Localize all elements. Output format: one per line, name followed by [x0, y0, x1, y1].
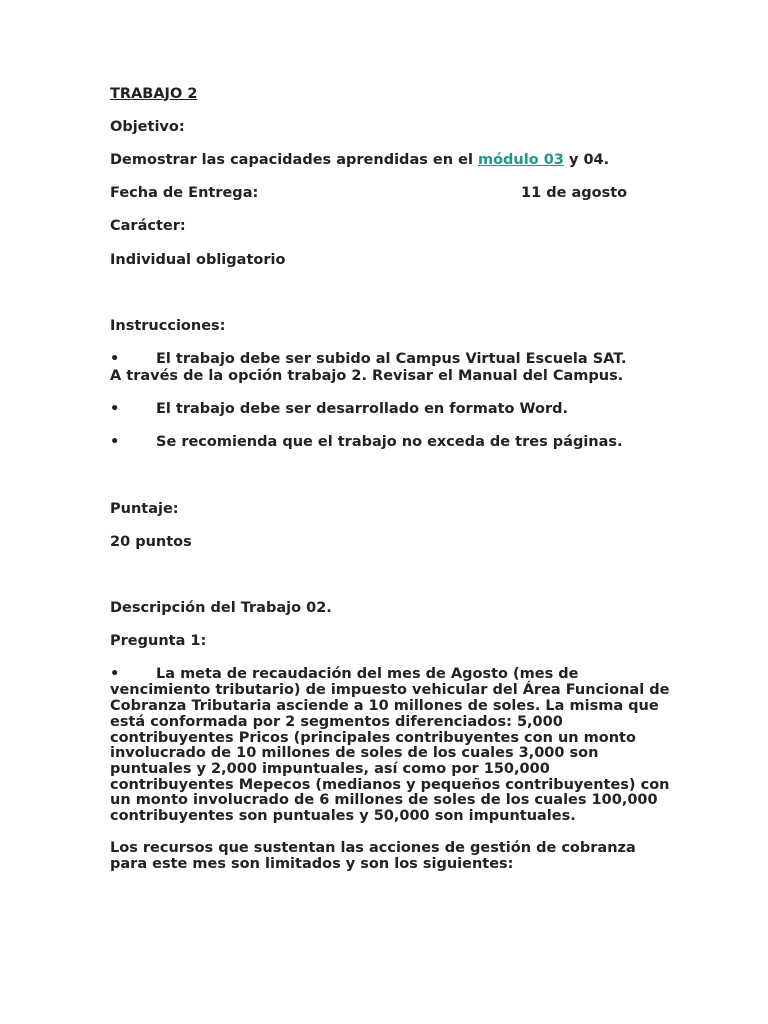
- module-link[interactable]: módulo 03: [477, 152, 564, 168]
- bullet-icon: •: [110, 666, 120, 682]
- instruction-item-1-line-1: El trabajo debe ser subido al Campus Virtual Escuela SAT.: [156, 351, 627, 367]
- objective-text-before: Demostrar las capacidades aprendidas en el: [110, 152, 478, 168]
- objective-text: [110, 152, 609, 168]
- question-1-line-1-text: La meta de recaudación del mes de Agosto (mes de: [156, 666, 579, 682]
- question-1-line-6: involucrado de 10 millones de soles de los cuales 3,000 son: [110, 745, 599, 761]
- question-1-line-8: contribuyentes Mepecos (medianos y pequeños contribuyentes) con: [110, 777, 670, 793]
- instruction-item-2: [110, 401, 568, 417]
- question-1-line-4: está conformada por 2 segmentos diferenciados: 5,000: [110, 714, 563, 730]
- character-label: Carácter:: [110, 218, 186, 234]
- bullet-icon: •: [110, 351, 120, 367]
- question-1-line-1: [110, 666, 579, 682]
- objective-text-after: y 04.: [563, 152, 610, 168]
- question-1-line-3: Cobranza Tributaria asciende a 10 millones de soles. La misma que: [110, 698, 659, 714]
- description-label: Descripción del Trabajo 02.: [110, 600, 332, 616]
- instruction-item-3-text: Se recomienda que el trabajo no exceda de tres páginas.: [156, 434, 623, 450]
- instruction-item-3: [110, 434, 623, 450]
- score-label: Puntaje:: [110, 501, 179, 517]
- resources-line-2: para este mes son limitados y son los siguientes:: [110, 856, 514, 872]
- instruction-item-2-text: El trabajo debe ser desarrollado en formato Word.: [156, 401, 569, 417]
- question-label: Pregunta 1:: [110, 633, 207, 649]
- objective-label: Objetivo:: [110, 119, 185, 135]
- score-value: 20 puntos: [110, 534, 192, 550]
- question-1-line-9: un monto involucrado de 6 millones de soles de los cuales 100,000: [110, 792, 658, 808]
- instruction-item-1: [110, 351, 626, 367]
- instruction-item-1-line-2: A través de la opción trabajo 2. Revisar el Manual del Campus.: [110, 368, 624, 384]
- delivery-date-label: Fecha de Entrega:: [110, 185, 259, 201]
- bullet-icon: •: [110, 434, 120, 450]
- question-1-line-5: contribuyentes Pricos (principales contribuyentes con un monto: [110, 730, 636, 746]
- character-value: Individual obligatorio: [110, 252, 286, 268]
- question-1-line-2: vencimiento tributario) de impuesto vehicular del Área Funcional de: [110, 682, 670, 698]
- question-1-line-7: puntuales y 2,000 impuntuales, así como por 150,000: [110, 761, 550, 777]
- delivery-date-value: 11 de agosto: [521, 185, 628, 201]
- instructions-label: Instrucciones:: [110, 318, 226, 334]
- question-1-line-10: contribuyentes son puntuales y 50,000 son impuntuales.: [110, 808, 576, 824]
- bullet-icon: •: [110, 401, 120, 417]
- document-title: TRABAJO 2: [110, 86, 198, 102]
- resources-line-1: Los recursos que sustentan las acciones de gestión de cobranza: [110, 840, 636, 856]
